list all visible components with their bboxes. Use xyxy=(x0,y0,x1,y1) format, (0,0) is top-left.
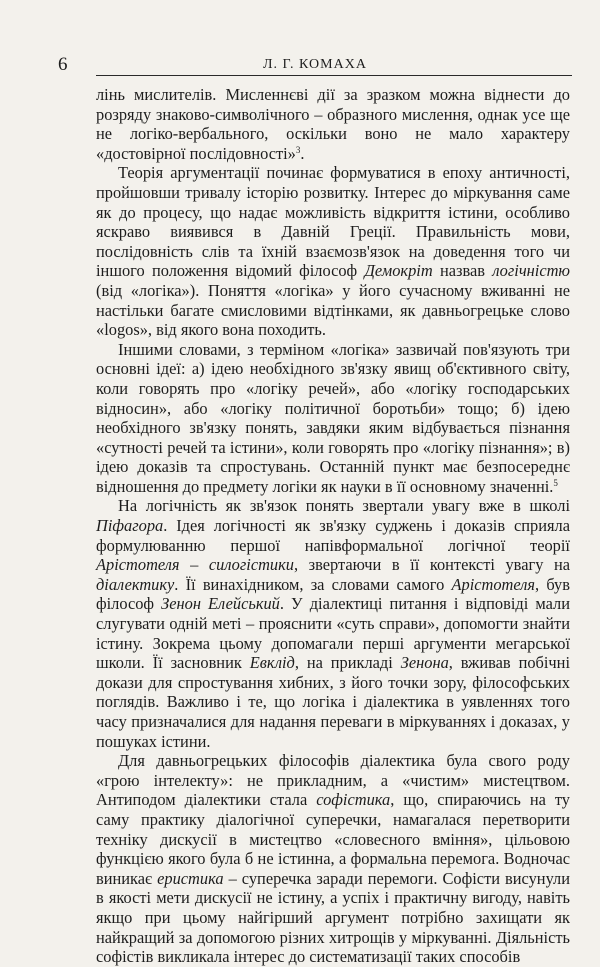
italic-term: діалектику xyxy=(96,574,175,594)
italic-term: софістика xyxy=(316,790,391,810)
italic-term: Евклід xyxy=(249,653,295,673)
italic-term: Піфагора xyxy=(96,516,164,536)
text-run: Теорія аргументації починає формуватися в епоху античності, пройшовши тривалу історію розвитку. Інтерес до міркування саме як до процесу, що надає можливість відкриття істини, особливо яскраво виявився в Давній Греції. Правильність мови, послідовність слів та їхній взаємозв'язок на доведення того чи іншого положення відомий філософ xyxy=(96,163,570,281)
text-run: лінь мислителів. Мисленнєві дії за зразком можна віднести до розряду знаково-символічного – образного мислення, однак усе ще не логіко-вербального, оскільки воно не мало характеру «достовірної послідовності» xyxy=(96,85,570,163)
italic-term: Зенон Елейський xyxy=(161,594,280,614)
header-rule xyxy=(96,75,572,76)
text-run: – суперечка заради перемоги. Софісти висунули в якості мети дискусії не істину, а успіх і практичну вигоду, навіть якщо при цьому найгірший аргумент потрібно захищати як найкращий за допомогою різних хитрощів у міркуванні. Діяльність софістів викликала інтерес до систематизації таких способів xyxy=(96,868,570,967)
text-run: , був філософ xyxy=(96,574,570,614)
body-text xyxy=(96,85,570,967)
italic-term: Арістотеля xyxy=(451,574,536,594)
footnote-ref: 3 xyxy=(295,144,301,155)
italic-term: Зенона xyxy=(400,653,449,673)
text-run: , на прикладі xyxy=(294,653,401,673)
italic-term: логічністю xyxy=(492,261,570,281)
text-run: Іншими словами, з терміном «логіка» зазвичай пов'язують три основні ідеї: а) ідею необхідного зв'язку явищ об'єктивного світу, коли говорять про «логіку речей», або «логіку господарських відносин», або «логіку політичної боротьби» тощо; б) ідею необхідного зв'язку понять, завдяки яким відбувається пізнання «сутності речей та істини», коли говорять про «логіку пізнання»; в) ідею доказів та спростувань. Останній пункт має безпосереднє відношення до предмету логіки як науки в її основному значенні. xyxy=(96,339,570,496)
italic-term: Демокріт xyxy=(364,261,433,281)
paragraph xyxy=(96,496,570,751)
paragraph xyxy=(96,751,570,967)
text-run: . xyxy=(300,143,305,163)
text-run: На логічність як зв'язок понять звертали увагу вже в школі xyxy=(118,496,570,516)
page-number: 6 xyxy=(58,54,68,75)
footnote-ref: 5 xyxy=(553,477,558,488)
italic-term: еристика xyxy=(157,868,224,888)
paragraph xyxy=(96,85,570,163)
text-run: назвав xyxy=(432,261,493,281)
text-run: (від «логіка»). Поняття «логіка» у його сучасному вживанні не настільки багате смисловими відтінками, як давньогрецьке слово «logos», від якого вона походить. xyxy=(96,280,570,340)
paragraph xyxy=(96,340,570,497)
text-run: , звертаючи в її контексті увагу на xyxy=(294,555,571,575)
running-head: Л. Г. КОМАХА xyxy=(263,57,367,72)
paragraph xyxy=(96,163,570,339)
text-run: . Її винахідником, за словами самого xyxy=(174,574,452,594)
italic-term: Арістотеля – силогістики xyxy=(96,555,294,575)
text-run: , вживав побічні докази для спростування хибних, з його точки зору, філософських поглядів. Важливо і те, що логіка і діалектика в уявленнях того часу призначалися для надання переваги в міркуваннях і доказах, у пошуках істини. xyxy=(96,653,570,751)
text-run: . У діалектиці питання і відповіді мали слугувати одній меті – прояснити «суть справи», допомогти знайти істину. Зокрема цьому допомагали перші аргументи мегарської школи. Її засновник xyxy=(96,594,570,673)
page-header xyxy=(58,54,572,76)
text-run: , що, спираючись на ту саму практику діалогічної суперечки, намагалася перетворити техніку дискусії в мистецтво «словесного вміння», цільовою функцією якого була б не істинна, а формальна перемога. Водночас виникає xyxy=(96,790,570,888)
text-run: . Ідея логічності як зв'язку суджень і доказів сприяла формулюванню першої напівформальної логічної теорії xyxy=(96,516,570,555)
text-run: Для давньогрецьких філософів діалектика була свого роду «грою інтелекту»: не прикладним, а «чистим» мистецтвом. Антиподом діалектики стала xyxy=(96,751,570,810)
